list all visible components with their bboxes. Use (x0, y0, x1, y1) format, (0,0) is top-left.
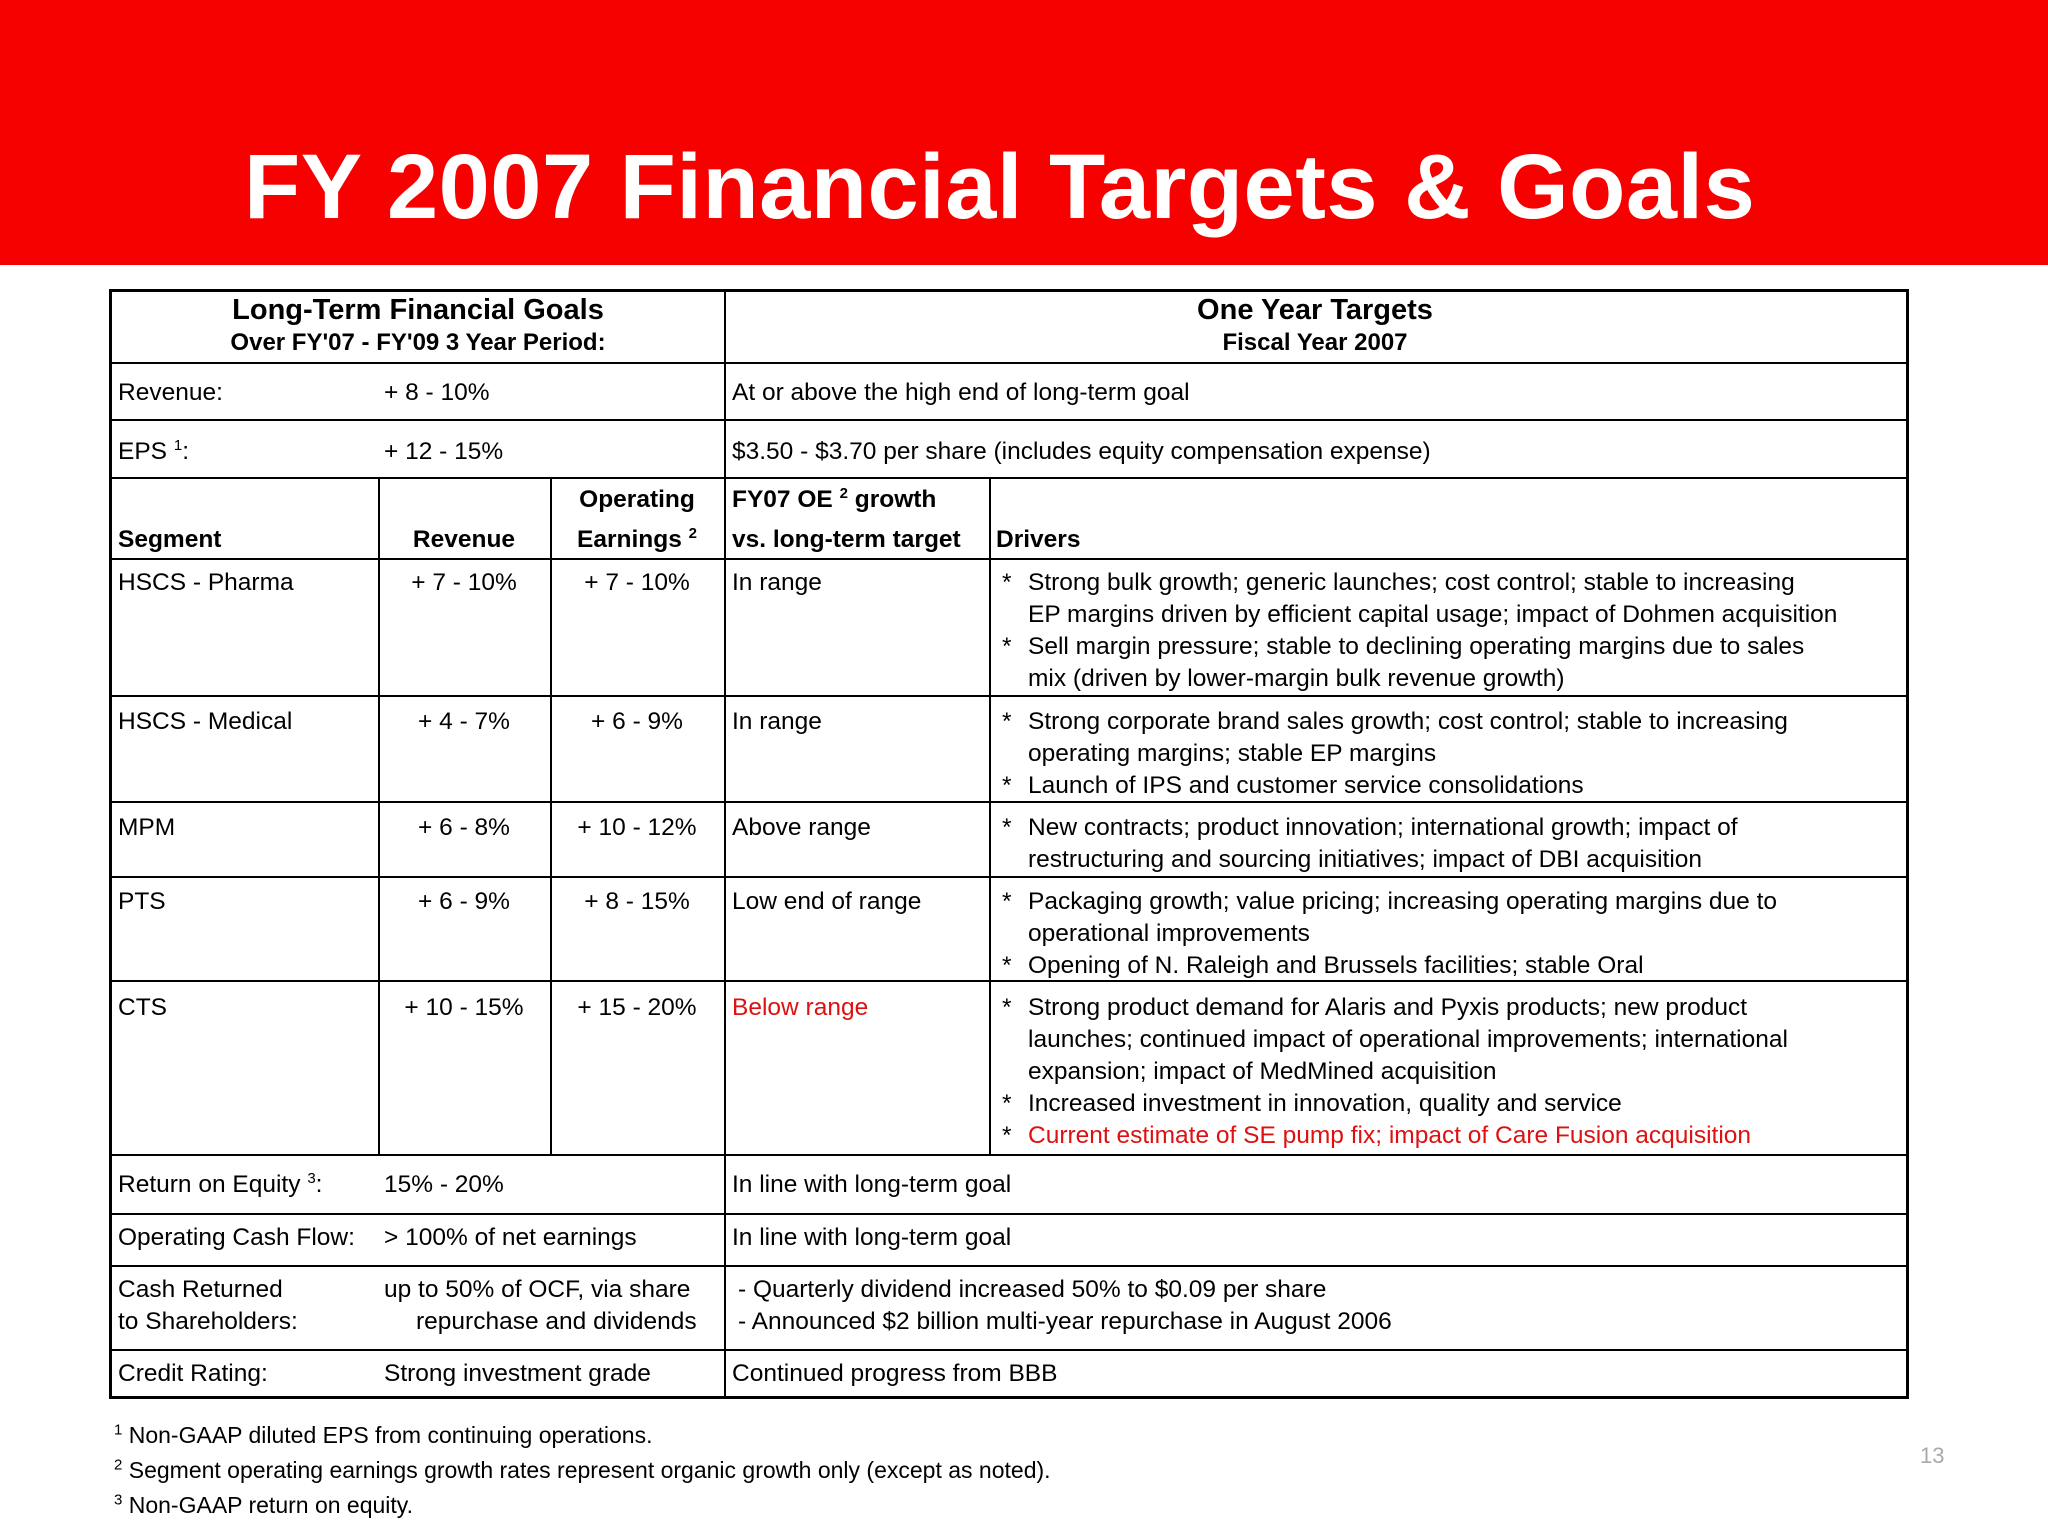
segment-revenue: + 4 - 7% (418, 708, 510, 735)
bullet: * (1002, 1122, 1012, 1149)
column-divider (989, 477, 991, 1154)
driver-text: operational improvements (1028, 920, 1310, 947)
ocf-target: In line with long-term goal (732, 1224, 1012, 1251)
segment-name: HSCS - Pharma (118, 569, 294, 596)
driver-text: expansion; impact of MedMined acquisition (1028, 1058, 1497, 1085)
driver-text: launches; continued impact of operational improvements; international (1028, 1026, 1788, 1053)
eps-target: $3.50 - $3.70 per share (includes equity compensation expense) (732, 438, 1431, 465)
row-divider (112, 1349, 1906, 1351)
footnote: $^1$ Non-GAAP diluted EPS from continuing operations. (114, 1421, 653, 1448)
row-divider (112, 362, 1906, 364)
revenue-label: Revenue: (118, 379, 223, 406)
driver-text: restructuring and sourcing initiatives; impact of DBI acquisition (1028, 846, 1703, 873)
segment-name: HSCS - Medical (118, 708, 293, 735)
driver-text: operating margins; stable EP margins (1028, 740, 1437, 767)
cash-returned-target: - Announced $2 billion multi-year repurchase in August 2006 (738, 1308, 1392, 1335)
row-divider (112, 1265, 1906, 1267)
bullet: * (1002, 633, 1012, 660)
bullet: * (1002, 708, 1012, 735)
one-year-targets-subheading: Fiscal Year 2007 (1222, 329, 1408, 356)
oe-column-header-line2: Earnings $^2$ (577, 524, 697, 553)
segment-revenue: + 6 - 8% (418, 814, 510, 841)
bullet: * (1002, 888, 1012, 915)
segment-status: Below range (732, 994, 869, 1021)
driver-text: Strong bulk growth; generic launches; cost control; stable to increasing (1028, 569, 1795, 596)
one-year-targets-heading: One Year Targets (1197, 294, 1433, 326)
segment-oe: + 6 - 9% (591, 708, 683, 735)
bullet: * (1002, 952, 1012, 979)
long-term-goals-heading: Long-Term Financial Goals (232, 294, 604, 326)
driver-text: Opening of N. Raleigh and Brussels facilities; stable Oral (1028, 952, 1644, 979)
bullet: * (1002, 994, 1012, 1021)
segment-status: Above range (732, 814, 871, 841)
segment-oe: + 7 - 10% (584, 569, 690, 596)
cash-returned-label: Cash Returned (118, 1276, 283, 1303)
driver-text: Increased investment in innovation, quality and service (1028, 1090, 1622, 1117)
row-divider (112, 876, 1906, 878)
segment-oe: + 15 - 20% (577, 994, 697, 1021)
slide-title: FY 2007 Financial Targets & Goals (244, 136, 1756, 238)
driver-text: EP margins driven by efficient capital usage; impact of Dohmen acquisition (1028, 601, 1838, 628)
row-divider (112, 558, 1906, 560)
drivers-column-header: Drivers (996, 526, 1081, 553)
driver-text: Launch of IPS and customer service consolidations (1028, 772, 1584, 799)
bullet: * (1002, 1090, 1012, 1117)
financial-targets-table (109, 289, 1909, 1399)
cash-returned-goal: repurchase and dividends (416, 1308, 697, 1335)
bullet: * (1002, 569, 1012, 596)
revenue-column-header: Revenue (412, 526, 516, 553)
segment-revenue: + 10 - 15% (404, 994, 524, 1021)
segment-name: PTS (118, 888, 166, 915)
growth-column-header-line2: vs. long-term target (732, 526, 961, 553)
row-divider (112, 1154, 1906, 1156)
revenue-goal: + 8 - 10% (384, 379, 490, 406)
segment-name: CTS (118, 994, 167, 1021)
segment-revenue: + 6 - 9% (418, 888, 510, 915)
credit-rating-label: Credit Rating: (118, 1360, 268, 1387)
driver-text: Current estimate of SE pump fix; impact of Care Fusion acquisition (1028, 1122, 1752, 1149)
driver-text: Strong product demand for Alaris and Pyxis products; new product (1028, 994, 1748, 1021)
bullet: * (1002, 814, 1012, 841)
segment-oe: + 10 - 12% (577, 814, 697, 841)
long-term-goals-subheading: Over FY'07 - FY'09 3 Year Period: (230, 329, 606, 356)
ocf-goal: > 100% of net earnings (384, 1224, 637, 1251)
row-divider (112, 419, 1906, 421)
cash-returned-target: - Quarterly dividend increased 50% to $0.09 per share (738, 1276, 1327, 1303)
footnote: $^3$ Non-GAAP return on equity. (114, 1491, 413, 1518)
driver-text: Sell margin pressure; stable to declining operating margins due to sales (1028, 633, 1805, 660)
footnote: $^2$ Segment operating earnings growth rates represent organic growth only (except as noted). (114, 1456, 1051, 1483)
roe-label: Return on Equity $^3$: (118, 1169, 323, 1198)
ocf-label: Operating Cash Flow: (118, 1224, 355, 1251)
oe-column-header-line1: Operating (579, 486, 695, 513)
bullet: * (1002, 772, 1012, 799)
row-divider (112, 1213, 1906, 1215)
driver-text: Packaging growth; value pricing; increasing operating margins due to (1028, 888, 1778, 915)
driver-text: mix (driven by lower-margin bulk revenue growth) (1028, 665, 1565, 692)
driver-text: Strong corporate brand sales growth; cost control; stable to increasing (1028, 708, 1788, 735)
roe-goal: 15% - 20% (384, 1171, 504, 1198)
driver-text: New contracts; product innovation; international growth; impact of (1028, 814, 1738, 841)
growth-column-header-line1: FY07 OE $^2$ growth (732, 484, 937, 513)
credit-rating-goal: Strong investment grade (384, 1360, 651, 1387)
cash-returned-label: to Shareholders: (118, 1308, 298, 1335)
segment-name: MPM (118, 814, 176, 841)
page-number: 13 (1920, 1443, 1945, 1468)
segment-status: In range (732, 569, 822, 596)
segment-oe: + 8 - 15% (584, 888, 690, 915)
roe-target: In line with long-term goal (732, 1171, 1012, 1198)
segment-status: In range (732, 708, 822, 735)
eps-goal: + 12 - 15% (384, 438, 504, 465)
row-divider (112, 695, 1906, 697)
segment-status: Low end of range (732, 888, 922, 915)
row-divider (112, 477, 1906, 479)
segment-revenue: + 7 - 10% (411, 569, 517, 596)
column-divider (724, 292, 726, 1396)
revenue-target: At or above the high end of long-term goal (732, 379, 1190, 406)
eps-label: EPS $^1$: (118, 436, 189, 465)
cash-returned-goal: up to 50% of OCF, via share (384, 1276, 691, 1303)
segment-column-header: Segment (118, 526, 222, 553)
credit-rating-target: Continued progress from BBB (732, 1360, 1058, 1387)
